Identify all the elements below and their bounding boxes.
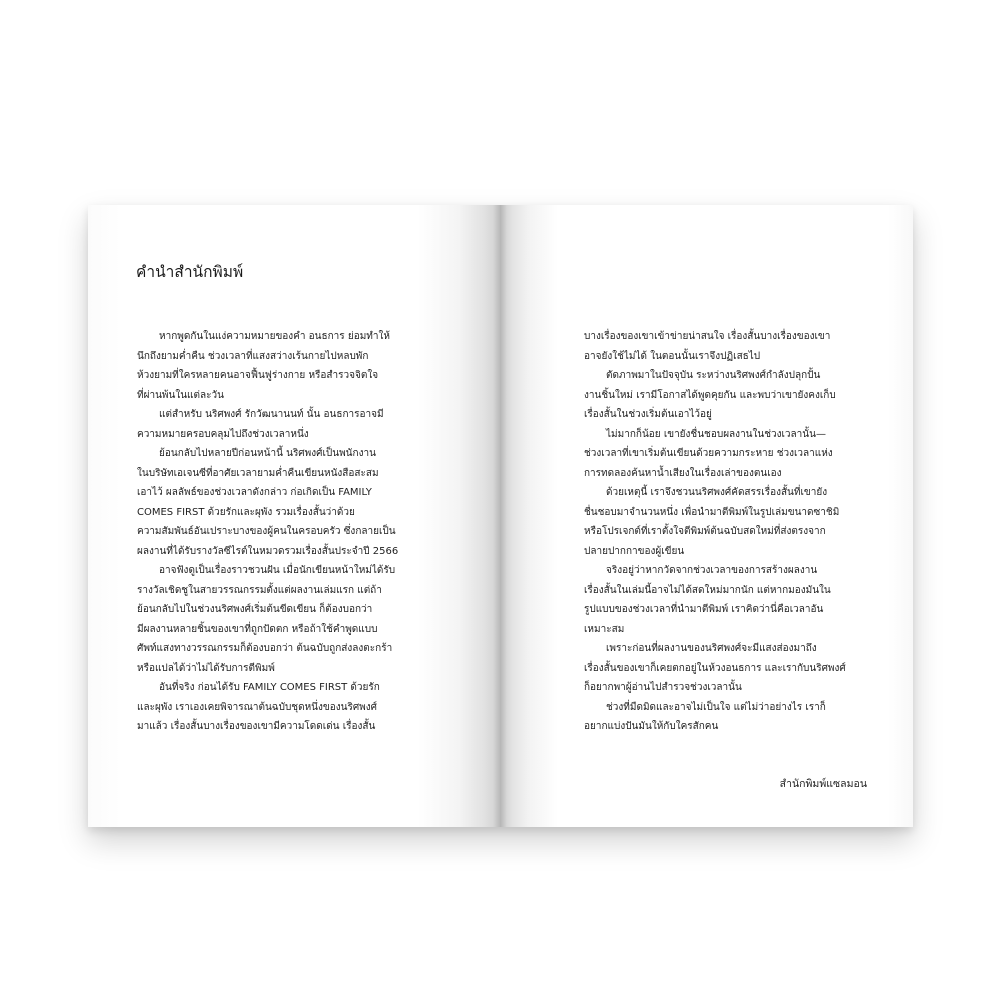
text-line: ศัพท์แสงทางวรรณกรรมก็ต้องบอกว่า ต้นฉบับถูกส่งลงตะกร้า — [137, 643, 393, 654]
text-line: ช่วงเวลาที่เขาเริ่มต้นเขียนด้วยความกระหาย ช่วงเวลาแห่ง — [584, 448, 833, 459]
text-line: อยากแบ่งปันมันให้กับใครสักคน — [584, 721, 719, 732]
text-line: เอาไว้ ผลลัพธ์ของช่วงเวลาดังกล่าว ก่อเกิดเป็น FAMILY — [137, 487, 372, 498]
text-line: ห้วงยามที่ใครหลายคนอาจฟื้นฟูร่างกาย หรือสำรวจจิตใจ — [137, 370, 379, 381]
text-line: ปลายปากกาของผู้เขียน — [584, 545, 685, 557]
right-page-body — [584, 327, 868, 737]
text-line: ไม่มากก็น้อย เขายังชื่นชอบผลงานในช่วงเวลานั้น— — [606, 428, 826, 440]
text-line: เหมาะสม — [584, 623, 625, 635]
left-page-body — [137, 327, 421, 737]
text-line: ตัดภาพมาในปัจจุบัน ระหว่างนริศพงศ์กำลังปลุกปั้น — [606, 370, 821, 381]
page-title: คำนำสำนักพิมพ์ — [136, 263, 244, 281]
text-line: เรื่องสั้นในช่วงเริ่มต้นเอาไว้อยู่ — [584, 409, 712, 420]
text-line: อันที่จริง ก่อนได้รับ FAMILY COMES FIRST ด้วยรัก — [159, 682, 380, 693]
text-line: หรือแปลได้ว่าไม่ได้รับการตีพิมพ์ — [137, 662, 275, 674]
text-line: เพราะก่อนที่ผลงานของนริศพงศ์จะมีแสงส่องมาถึง — [606, 643, 817, 654]
text-line: เรื่องสั้นในเล่มนี้อาจไม่ได้สดใหม่มากนัก แต่หากมองมันใน — [584, 584, 831, 596]
text-line: อาจยังใช้ไม่ได้ ในตอนนั้นเราจึงปฏิเสธไป — [584, 350, 761, 362]
text-line: ในบริษัทเอเจนซีที่อาศัยเวลายามค่ำคืนเขียนหนังสือสะสม — [137, 467, 379, 479]
text-line: ย้อนกลับไปในช่วงนริศพงศ์เริ่มต้นขีดเขียน ก็ต้องบอกว่า — [137, 604, 373, 615]
text-line: บางเรื่องของเขาเข้าข่ายน่าสนใจ เรื่องสั้นบางเรื่องของเขา — [584, 331, 831, 342]
right-page — [500, 205, 913, 827]
text-line: ที่ผ่านพ้นในแต่ละวัน — [137, 389, 224, 401]
open-book — [88, 205, 913, 827]
text-line: ความหมายครอบคลุมไปถึงช่วงเวลาหนึ่ง — [137, 428, 309, 440]
text-line: อาจฟังดูเป็นเรื่องราวชวนฝัน เมื่อนักเขียนหน้าใหม่ได้รับ — [159, 565, 396, 576]
text-line: เรื่องสั้นของเขาก็เคยตกอยู่ในห้วงอนธการ และเรากับนริศพงศ์ — [584, 662, 846, 674]
text-line: งานชิ้นใหม่ เรามีโอกาสได้พูดคุยกัน และพบว่าเขายังคงเก็บ — [584, 389, 836, 401]
text-line: และผุพัง เราเองเคยพิจารณาต้นฉบับชุดหนึ่งของนริศพงศ์ — [137, 701, 377, 713]
text-line: ก็อยากพาผู้อ่านไปสำรวจช่วงเวลานั้น — [584, 682, 742, 693]
text-line: แต่สำหรับ นริศพงศ์ รักวัฒนานนท์ นั้น อนธการอาจมี — [159, 409, 384, 420]
text-line: จริงอยู่ว่าหากวัดจากช่วงเวลาของการสร้างผลงาน — [606, 565, 818, 576]
book-spine — [493, 205, 507, 827]
text-line: รางวัลเชิดชูในสายวรรณกรรมตั้งแต่ผลงานเล่มแรก แต่ถ้า — [137, 584, 382, 596]
left-page — [88, 205, 500, 827]
text-line: มีผลงานหลายชิ้นของเขาที่ถูกปัดตก หรือถ้าใช้คำพูดแบบ — [137, 623, 378, 635]
text-line: ชื่นชอบมาจำนวนหนึ่ง เพื่อนำมาตีพิมพ์ในรูปเล่มขนาดซาชิมิ — [584, 506, 840, 518]
text-line: หากพูดกันในแง่ความหมายของคำ อนธการ ย่อมทำให้ — [159, 331, 390, 342]
text-line: ความสัมพันธ์อันเปราะบางของผู้คนในครอบครัว ซึ่งกลายเป็น — [137, 526, 396, 537]
text-line: นึกถึงยามค่ำคืน ช่วงเวลาที่แสงสว่างเร้นกายไปหลบพัก — [137, 350, 369, 362]
text-line: หรือโปรเจกต์ที่เราตั้งใจตีพิมพ์ต้นฉบับสดใหม่ที่ส่งตรงจาก — [584, 526, 826, 537]
text-line: การทดลองค้นหาน้ำเสียงในเรื่องเล่าของตนเอง — [584, 467, 782, 479]
text-line: ผลงานที่ได้รับรางวัลซีไรต์ในหมวดรวมเรื่องสั้นประจำปี 2566 — [137, 545, 399, 557]
text-line: ช่วงที่มืดมิดและอาจไม่เป็นใจ แต่ไม่ว่าอย่างไร เราก็ — [606, 701, 826, 713]
text-line: รูปแบบของช่วงเวลาที่นำมาตีพิมพ์ เราคิดว่านี่คือเวลาอัน — [584, 604, 824, 615]
text-line: ด้วยเหตุนี้ เราจึงชวนนริศพงศ์คัดสรรเรื่องสั้นที่เขายัง — [606, 487, 828, 498]
publisher-signature: สำนักพิมพ์แซลมอน — [779, 778, 867, 790]
text-line: COMES FIRST ด้วยรักและผุพัง รวมเรื่องสั้นว่าด้วย — [137, 506, 355, 518]
text-line: มาแล้ว เรื่องสั้นบางเรื่องของเขามีความโดดเด่น เรื่องสั้น — [137, 721, 376, 732]
text-line: ย้อนกลับไปหลายปีก่อนหน้านี้ นริศพงศ์เป็นพนักงาน — [159, 448, 376, 459]
